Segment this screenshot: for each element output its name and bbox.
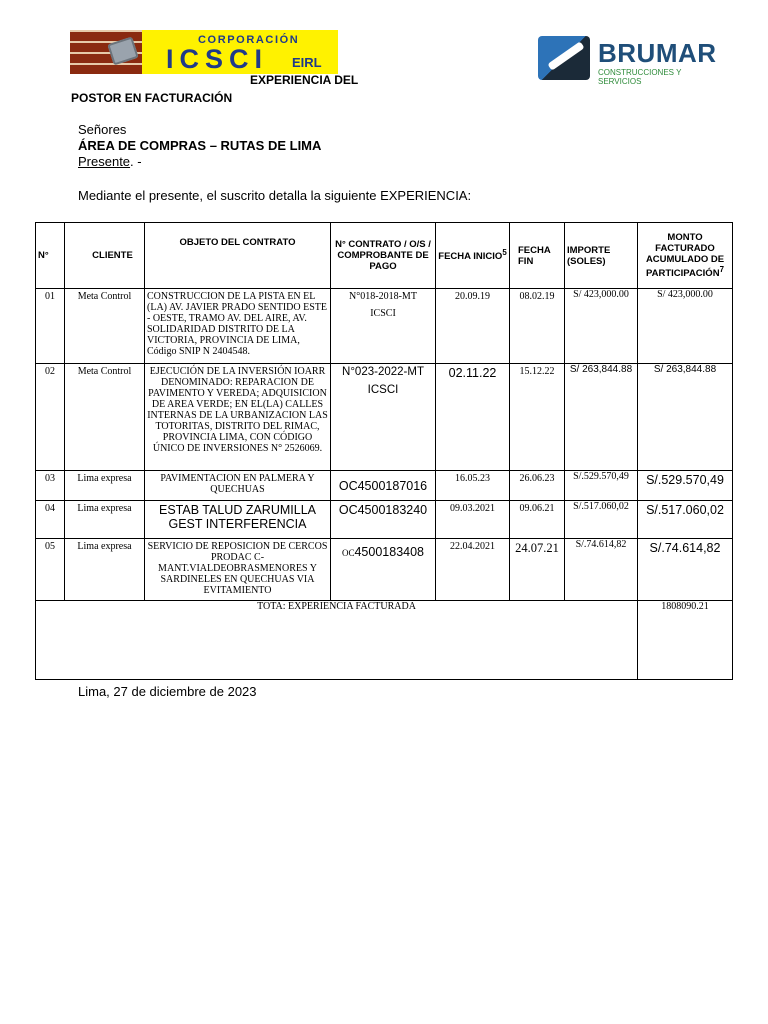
total-label: TOTA: EXPERIENCIA FACTURADA [36, 601, 638, 680]
icsci-logo [70, 30, 338, 74]
row-contrato-prefix: OC [341, 548, 355, 558]
bricks-trowel-icon [70, 30, 142, 74]
row-importe: S/.517.060,02 [565, 501, 638, 539]
row-cliente: Lima expresa [65, 501, 145, 539]
row-objeto: PAVIMENTACION EN PALMERA Y QUECHUAS [145, 471, 331, 501]
row-importe: S/.529.570,49 [565, 471, 638, 501]
header-objeto: OBJETO DEL CONTRATO [145, 223, 331, 289]
header-inicio [436, 223, 510, 289]
row-inicio: 20.09.19 [436, 289, 510, 364]
header-cliente: CLIENTE [65, 223, 145, 289]
header-inicio-sup: 5 [502, 248, 507, 258]
row-fin: 08.02.19 [510, 289, 565, 364]
icsci-logo-name: ICSCI [166, 44, 269, 74]
row-monto: S/.529.570,49 [638, 471, 733, 501]
title-line-1: EXPERIENCIA DEL [250, 73, 359, 87]
salutation: Señores [78, 122, 127, 137]
closing-date: Lima, 27 de diciembre de 2023 [78, 684, 257, 699]
row-contrato-number: N°018-2018-MT [349, 291, 417, 302]
icsci-logo-suffix: EIRL [292, 55, 322, 70]
row-contrato [331, 539, 436, 601]
row-cliente: Lima expresa [65, 471, 145, 501]
experience-table [35, 222, 733, 680]
row-monto: S/ 423,000.00 [638, 289, 733, 364]
total-value: 1808090.21 [638, 601, 733, 680]
row-inicio: 02.11.22 [436, 364, 510, 471]
total-row [36, 601, 733, 680]
row-fin: 09.06.21 [510, 501, 565, 539]
row-contrato [331, 364, 436, 471]
header-monto-label: MONTO FACTURADO ACUMULADO DE PARTICIPACIÓN [645, 231, 725, 280]
table-header-row [36, 223, 733, 289]
row-fin: 15.12.22 [510, 364, 565, 471]
header-inicio-label: FECHA INICIO [438, 251, 503, 263]
header-contrato: N° CONTRATO / O/S / COMPROBANTE DE PAGO [331, 223, 436, 289]
row-importe: S/ 423,000.00 [565, 289, 638, 364]
row-contrato-company: ICSCI [367, 384, 399, 396]
row-inicio: 09.03.2021 [436, 501, 510, 539]
row-contrato: OC4500187016 [331, 471, 436, 501]
row-monto: S/.74.614,82 [638, 539, 733, 601]
title-line-2: POSTOR EN FACTURACIÓN [71, 91, 233, 105]
brumar-logo [538, 36, 718, 86]
row-monto: S/.517.060,02 [638, 501, 733, 539]
row-objeto: ESTAB TALUD ZARUMILLA GEST INTERFERENCIA [145, 501, 331, 539]
row-objeto: SERVICIO DE REPOSICION DE CERCOS PRODAC C-MANT.VIALDEOBRASMENORES Y SARDINELES EN QUECHUAS VIA EVITAMIENTO [145, 539, 331, 601]
row-n: 04 [36, 501, 65, 539]
row-contrato-number: N°023-2022-MT [342, 366, 424, 378]
header-importe: IMPORTE (SOLES) [565, 223, 638, 289]
row-fin: 26.06.23 [510, 471, 565, 501]
table-row [36, 289, 733, 364]
intro-text: Mediante el presente, el suscrito detalla la siguiente EXPERIENCIA: [78, 188, 472, 203]
header-fin: FECHA FIN [510, 223, 565, 289]
table-row [36, 364, 733, 471]
table-row [36, 501, 733, 539]
brumar-logo-name: BRUMAR [598, 38, 717, 68]
row-inicio: 22.04.2021 [436, 539, 510, 601]
header-monto-sup: 7 [719, 264, 724, 274]
row-cliente: Meta Control [65, 289, 145, 364]
row-n: 01 [36, 289, 65, 364]
presente-line [78, 154, 142, 169]
row-n: 02 [36, 364, 65, 471]
icsci-logo-corporacion: CORPORACIÓN [198, 34, 300, 46]
row-importe: S/.74.614,82 [565, 539, 638, 601]
row-objeto: EJECUCIÓN DE LA INVERSIÓN IOARR DENOMINADO: REPARACION DE PAVIMENTO Y VEREDA; ADQUISICION DE AREA VERDE; EN EL(LA) CALLES INTERNAS DE LA URBANIZACION LAS TOTORITAS, DISTRITO DEL RIMAC, PROVINCIA LIMA, CON CÓDIGO ÚNICO DE INVERSIONES N° 2526069. [145, 364, 331, 471]
row-inicio: 16.05.23 [436, 471, 510, 501]
table-row [36, 471, 733, 501]
header-n: N° [36, 223, 65, 289]
recipient: ÁREA DE COMPRAS – RUTAS DE LIMA [78, 138, 322, 153]
header-monto [638, 223, 733, 289]
row-contrato: OC4500183240 [331, 501, 436, 539]
row-fin: 24.07.21 [510, 539, 565, 601]
row-objeto: CONSTRUCCION DE LA PISTA EN EL (LA) AV. JAVIER PRADO SENTIDO ESTE - OESTE, TRAMO AV. DEL AIRE, AV. SOLIDARIDAD DISTRITO DE LA VICTORIA, PROVINCIA DE LIMA, Código SNIP N 2404548. [145, 289, 331, 364]
road-icon [538, 36, 590, 80]
row-contrato [331, 289, 436, 364]
row-cliente: Meta Control [65, 364, 145, 471]
row-contrato-number: 4500183408 [354, 545, 425, 559]
presente-suffix: . - [130, 154, 142, 169]
row-monto: S/ 263,844.88 [638, 364, 733, 471]
row-n: 03 [36, 471, 65, 501]
row-importe: S/ 263,844.88 [565, 364, 638, 471]
row-cliente: Lima expresa [65, 539, 145, 601]
table-row [36, 539, 733, 601]
presente: Presente [78, 154, 131, 169]
row-contrato-company: ICSCI [370, 308, 396, 319]
brumar-logo-subtitle: CONSTRUCCIONES Y SERVICIOS [598, 68, 682, 86]
row-n: 05 [36, 539, 65, 601]
